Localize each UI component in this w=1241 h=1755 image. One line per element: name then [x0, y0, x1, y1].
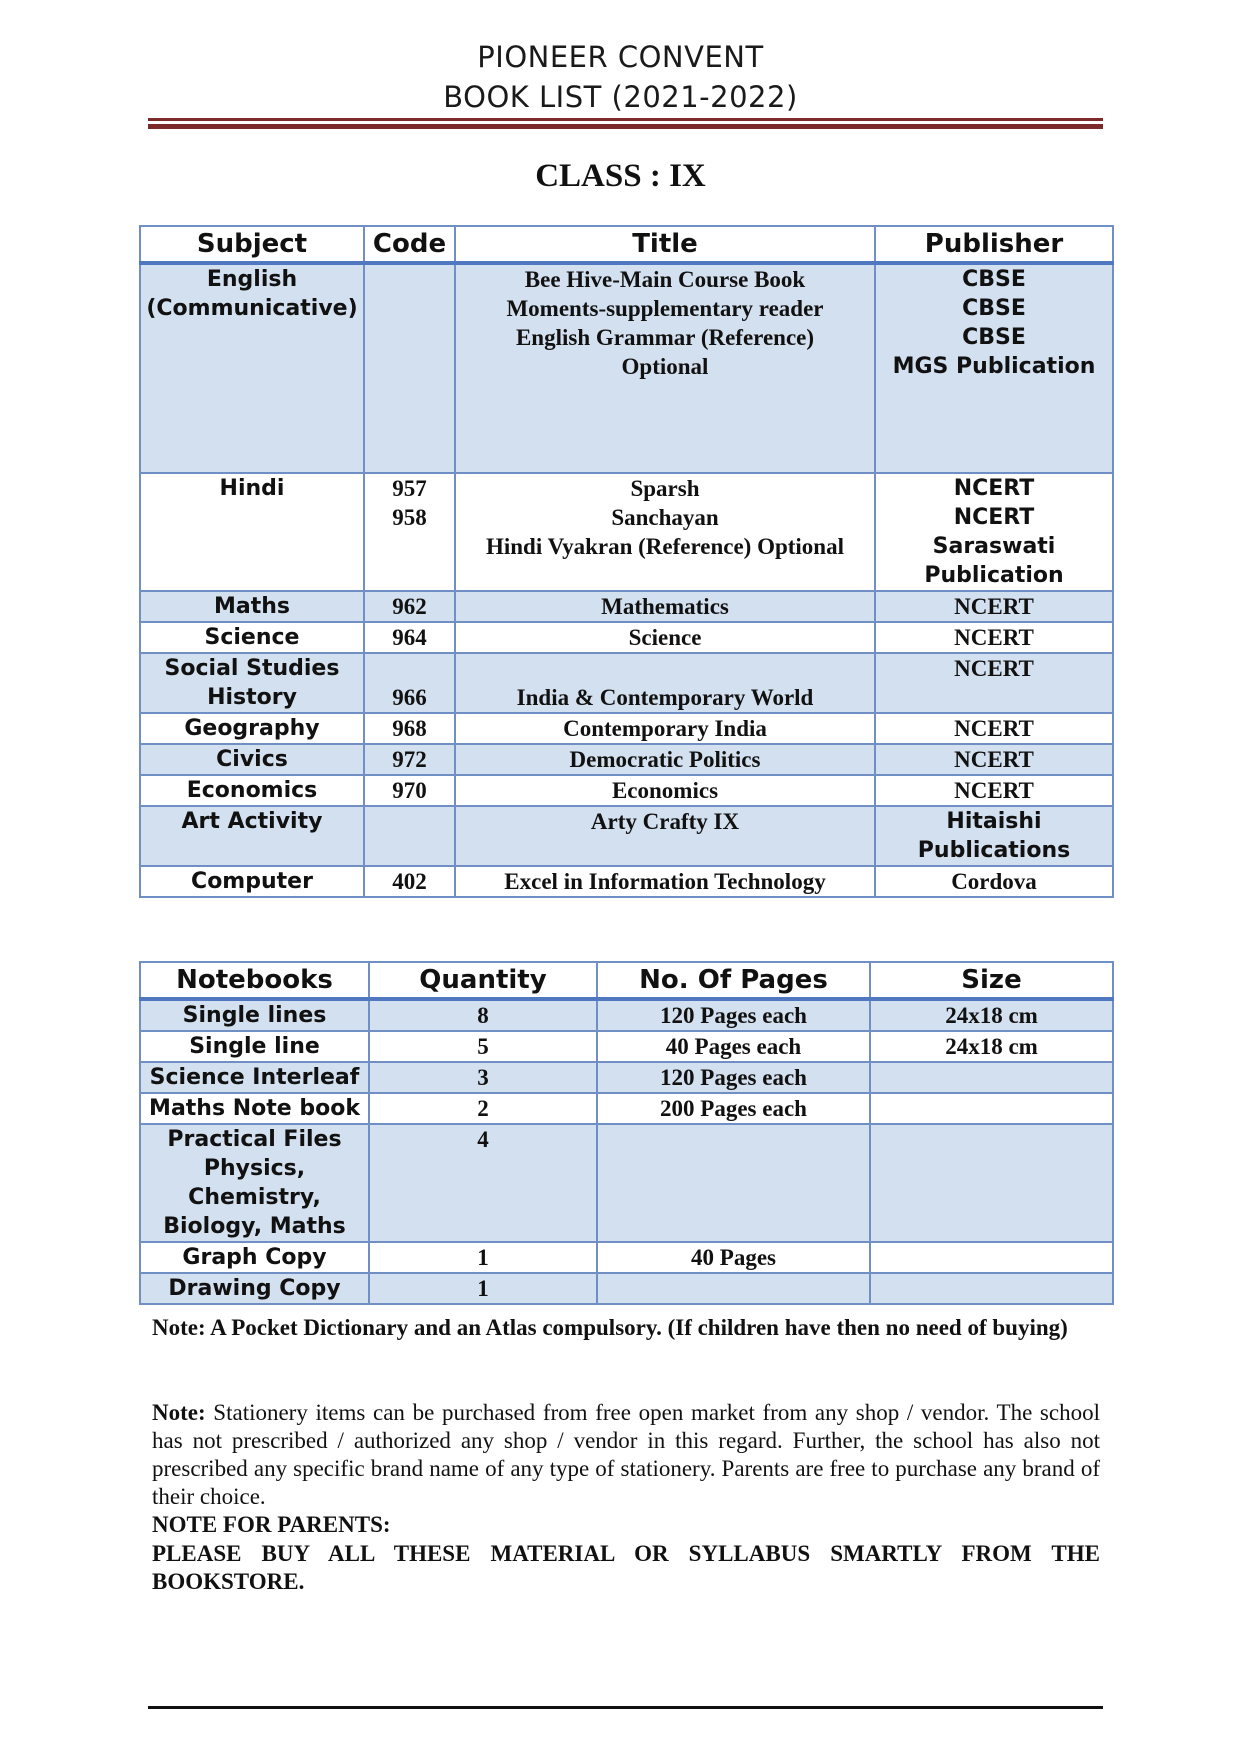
table-row — [140, 775, 1113, 806]
title-cell — [455, 653, 875, 713]
notebook-name-cell — [140, 1093, 369, 1124]
publisher-cell — [875, 744, 1113, 775]
subject-cell — [140, 473, 364, 591]
table-row — [140, 1273, 1113, 1304]
subject-cell — [140, 866, 364, 897]
notebook-name-cell-line: Biology, Maths — [163, 1214, 346, 1239]
code-cell-line: 970 — [392, 778, 427, 803]
parents-note-line-2: BOOKSTORE. — [152, 1569, 305, 1594]
notebook-name-cell-line: Single line — [189, 1034, 320, 1059]
stationery-note — [152, 1399, 1100, 1511]
title-cell-line: Science — [628, 625, 702, 650]
subject-cell — [140, 653, 364, 713]
title-cell-line: India & Contemporary World — [516, 685, 814, 710]
notebook-name-cell-line: Drawing Copy — [168, 1276, 341, 1301]
code-cell-line: 964 — [392, 625, 427, 650]
table-row — [140, 622, 1113, 653]
subject-cell — [140, 713, 364, 744]
publisher-cell-line: NCERT — [953, 476, 1035, 501]
code-cell — [364, 713, 455, 744]
title-cell — [455, 622, 875, 653]
notebook-name-cell — [140, 1062, 369, 1093]
notebook-name-cell — [140, 1031, 369, 1062]
table-row — [140, 806, 1113, 866]
quantity-cell: 4 — [369, 1124, 597, 1242]
title-cell — [455, 263, 875, 473]
subject-cell-line: Civics — [216, 747, 288, 772]
code-cell — [364, 866, 455, 897]
title-cell — [455, 713, 875, 744]
title-cell-line: English Grammar (Reference) — [515, 325, 815, 350]
publisher-cell-line: NCERT — [954, 656, 1034, 681]
pages-cell — [597, 1273, 870, 1304]
publisher-cell-line: Hitaishi — [946, 809, 1042, 834]
subject-cell — [140, 263, 364, 473]
quantity-cell: 8 — [369, 999, 597, 1031]
pages-cell: 40 Pages each — [597, 1031, 870, 1062]
book-list-title: BOOK LIST (2021-2022) — [443, 80, 798, 114]
pages-cell: 40 Pages — [597, 1242, 870, 1273]
publisher-cell-line: NCERT — [954, 747, 1034, 772]
title-cell-line: Arty Crafty IX — [590, 809, 740, 834]
table-row — [140, 263, 1113, 473]
title-cell-line: Contemporary India — [563, 716, 767, 741]
publisher-cell-line: Cordova — [951, 869, 1037, 894]
notebook-name-cell-line: Chemistry, — [188, 1185, 321, 1210]
subject-cell-line: Social Studies — [164, 656, 340, 681]
table-row — [140, 713, 1113, 744]
publisher-cell — [875, 263, 1113, 473]
code-cell — [364, 775, 455, 806]
notebook-name-cell-line: Practical Files — [167, 1127, 342, 1152]
notebooks-table — [139, 961, 1114, 1305]
table-row — [140, 653, 1113, 713]
subject-cell-line: Maths — [213, 594, 290, 619]
size-cell: 24x18 cm — [870, 1031, 1113, 1062]
subject-cell-line: History — [207, 685, 297, 710]
title-cell-line: Sanchayan — [611, 505, 719, 530]
subject-cell — [140, 744, 364, 775]
column-header-publisher: Publisher — [875, 226, 1113, 263]
column-header-title: Title — [455, 226, 875, 263]
notebook-name-cell-line: Science Interleaf — [149, 1065, 360, 1090]
title-cell — [455, 744, 875, 775]
footer-rule — [148, 1706, 1103, 1709]
publisher-cell-line: Publications — [917, 838, 1071, 863]
subject-cell-line: Science — [204, 625, 300, 650]
table-row — [140, 1124, 1113, 1242]
quantity-cell: 1 — [369, 1273, 597, 1304]
class-title: CLASS : IX — [535, 158, 706, 194]
notebook-name-cell-line: Physics, — [203, 1156, 306, 1181]
table-row — [140, 744, 1113, 775]
title-cell — [455, 806, 875, 866]
subject-cell — [140, 806, 364, 866]
publisher-cell — [875, 866, 1113, 897]
quantity-cell: 1 — [369, 1242, 597, 1273]
column-header-subject: Subject — [140, 226, 364, 263]
publisher-cell-line: Saraswati — [932, 534, 1056, 559]
table-row — [140, 999, 1113, 1031]
table-row — [140, 1093, 1113, 1124]
code-cell-line: 962 — [392, 594, 427, 619]
publisher-cell-line: NCERT — [954, 716, 1034, 741]
publisher-cell-line: NCERT — [953, 505, 1035, 530]
table-row — [140, 591, 1113, 622]
publisher-cell — [875, 622, 1113, 653]
size-cell — [870, 1062, 1113, 1093]
table-row — [140, 1242, 1113, 1273]
code-cell-line: 966 — [392, 685, 427, 710]
quantity-cell: 3 — [369, 1062, 597, 1093]
header-rule-thin — [148, 118, 1103, 121]
subject-cell-line: English — [206, 267, 298, 292]
code-cell-line: 972 — [392, 747, 427, 772]
title-cell — [455, 473, 875, 591]
parents-note-line-1: PLEASE BUY ALL THESE MATERIAL OR SYLLABUS SMARTLY FROM THE — [152, 1541, 1100, 1566]
size-cell — [870, 1093, 1113, 1124]
code-cell — [364, 591, 455, 622]
publisher-cell-line: CBSE — [962, 296, 1026, 321]
title-cell — [455, 866, 875, 897]
code-cell — [364, 622, 455, 653]
code-cell — [364, 653, 455, 713]
table-row — [140, 1031, 1113, 1062]
code-cell — [364, 473, 455, 591]
publisher-cell-line: NCERT — [954, 625, 1034, 650]
dictionary-note: Note: A Pocket Dictionary and an Atlas compulsory. (If children have then no need of buying) — [152, 1315, 1068, 1340]
publisher-cell-line: MGS Publication — [892, 354, 1096, 379]
stationery-note-text: Stationery items can be purchased from free open market from any shop / vendor. The school has not prescribed / authorized any shop / vendor in this regard. Further, the school has also not prescribed any specific brand name of any type of stationery. Parents are free to purchase any brand of their choice. — [152, 1400, 1100, 1509]
table-row — [140, 473, 1113, 591]
publisher-cell — [875, 775, 1113, 806]
subject-cell-line: Hindi — [219, 476, 285, 501]
column-header-quantity: Quantity — [369, 962, 597, 999]
title-cell-line — [460, 654, 870, 683]
publisher-cell-line: Publication — [924, 563, 1064, 588]
subject-cell-line: Computer — [191, 869, 313, 894]
code-cell — [364, 806, 455, 866]
notebook-name-cell-line: Graph Copy — [182, 1245, 327, 1270]
notebook-name-cell — [140, 1124, 369, 1242]
subject-cell — [140, 591, 364, 622]
column-header-pages: No. Of Pages — [597, 962, 870, 999]
title-cell — [455, 591, 875, 622]
notebook-name-cell-line: Single lines — [182, 1003, 327, 1028]
title-cell-line: Optional — [621, 354, 709, 379]
publisher-cell-line: CBSE — [962, 267, 1026, 292]
pages-cell — [597, 1124, 870, 1242]
subject-cell — [140, 775, 364, 806]
pages-cell: 120 Pages each — [597, 999, 870, 1031]
title-cell-line: Excel in Information Technology — [504, 869, 826, 894]
size-cell — [870, 1124, 1113, 1242]
size-cell — [870, 1242, 1113, 1273]
code-cell-line — [369, 654, 450, 683]
subject-cell-line: Art Activity — [181, 809, 323, 834]
title-cell-line: Bee Hive-Main Course Book — [524, 267, 806, 292]
notebook-name-cell — [140, 999, 369, 1031]
publisher-cell — [875, 653, 1113, 713]
parents-note-heading: NOTE FOR PARENTS: — [152, 1512, 391, 1537]
notebook-name-cell — [140, 1273, 369, 1304]
quantity-cell: 2 — [369, 1093, 597, 1124]
books-table — [139, 225, 1114, 898]
header-rule-thick — [148, 124, 1103, 129]
code-cell-line: 968 — [392, 716, 427, 741]
pages-cell: 200 Pages each — [597, 1093, 870, 1124]
pages-cell: 120 Pages each — [597, 1062, 870, 1093]
table-row — [140, 866, 1113, 897]
table-row — [140, 1062, 1113, 1093]
column-header-notebooks: Notebooks — [140, 962, 369, 999]
subject-cell-line: Geography — [184, 716, 320, 741]
column-header-size: Size — [870, 962, 1113, 999]
notebook-name-cell-line: Maths Note book — [149, 1096, 360, 1121]
size-cell: 24x18 cm — [870, 999, 1113, 1031]
publisher-cell — [875, 713, 1113, 744]
title-cell-line: Moments-supplementary reader — [506, 296, 824, 321]
publisher-cell — [875, 473, 1113, 591]
column-header-code: Code — [364, 226, 455, 263]
subject-cell-line: Economics — [186, 778, 318, 803]
code-cell — [364, 744, 455, 775]
notebook-name-cell — [140, 1242, 369, 1273]
subject-cell — [140, 622, 364, 653]
publisher-cell — [875, 591, 1113, 622]
title-cell-line: Sparsh — [630, 476, 700, 501]
stationery-note-label: Note: — [152, 1400, 206, 1425]
publisher-cell-line: NCERT — [954, 778, 1034, 803]
size-cell — [870, 1273, 1113, 1304]
title-cell — [455, 775, 875, 806]
subject-cell-line: (Communicative) — [146, 296, 358, 321]
title-cell-line: Mathematics — [601, 594, 729, 619]
quantity-cell: 5 — [369, 1031, 597, 1062]
publisher-cell-line: CBSE — [962, 325, 1026, 350]
title-cell-line: Hindi Vyakran (Reference) Optional — [485, 534, 844, 559]
title-cell-line: Economics — [611, 778, 719, 803]
title-cell-line: Democratic Politics — [569, 747, 761, 772]
code-cell-line: 402 — [392, 869, 427, 894]
publisher-cell — [875, 806, 1113, 866]
code-cell — [364, 263, 455, 473]
school-name: PIONEER CONVENT — [477, 40, 764, 74]
code-cell-line: 957 — [392, 476, 427, 501]
publisher-cell-line: NCERT — [954, 594, 1034, 619]
code-cell-line: 958 — [392, 505, 427, 530]
